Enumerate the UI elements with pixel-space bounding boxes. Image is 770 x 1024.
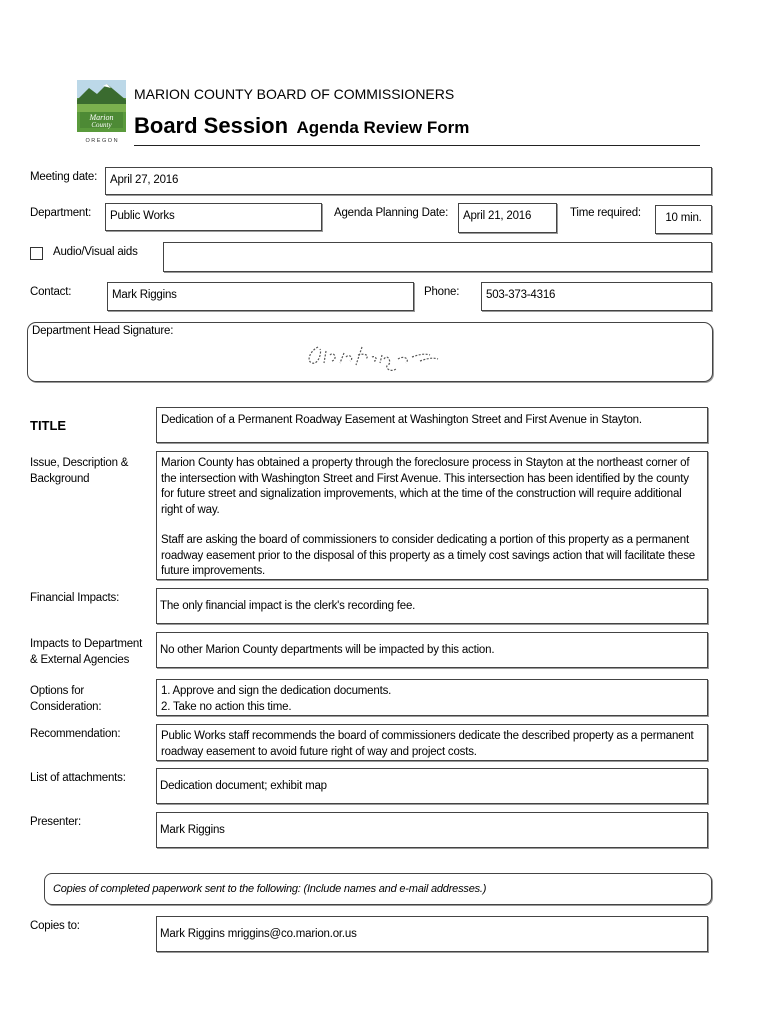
av-label: Audio/Visual aids — [53, 246, 138, 258]
agenda-planning-date-field[interactable]: April 21, 2016 — [458, 203, 557, 233]
impacts-field[interactable]: No other Marion County departments will be impacted by this action. — [156, 632, 708, 668]
av-field[interactable] — [163, 242, 712, 272]
phone-label: Phone: — [424, 286, 460, 298]
department-field[interactable]: Public Works — [105, 203, 322, 231]
logo-text-oregon: O R E G O N — [85, 138, 118, 144]
impacts-label-line-1: Impacts to Department — [30, 638, 143, 650]
option-2: 2. Take no action this time. — [161, 700, 292, 713]
impacts-label — [30, 636, 142, 668]
attachments-label: List of attachments: — [30, 772, 126, 784]
form-title — [134, 113, 469, 139]
options-label — [30, 683, 101, 715]
options-field[interactable] — [156, 679, 708, 716]
issue-label-line-2: Background — [30, 473, 90, 485]
option-1: 1. Approve and sign the dedication documents. — [161, 685, 392, 697]
issue-label — [30, 455, 128, 487]
copies-to-field[interactable]: Mark Riggins mriggins@co.marion.or.us — [156, 916, 708, 952]
contact-label: Contact: — [30, 286, 72, 298]
signature-image — [300, 337, 460, 377]
attachments-field[interactable]: Dedication document; exhibit map — [156, 768, 708, 804]
recommendation-field[interactable]: Public Works staff recommends the board of commissioners dedicate the described property as a permanent roadway easement to avoid future right of way and project costs. — [156, 724, 708, 761]
presenter-label: Presenter: — [30, 816, 82, 828]
presenter-field[interactable]: Mark Riggins — [156, 812, 708, 848]
options-label-line-2: Consideration: — [30, 701, 102, 713]
title-label: TITLE — [30, 418, 67, 433]
issue-field[interactable] — [156, 451, 708, 580]
marion-county-logo — [77, 80, 126, 144]
title-field[interactable]: Dedication of a Permanent Roadway Easement at Washington Street and First Avenue in Stayton. — [156, 407, 708, 443]
issue-paragraph-2: Staff are asking the board of commissioners to consider dedicating a portion of this property as a permanent roadway easement prior to the disposal of this property as a timely cost savings action that will facilitate these future improvements. — [161, 534, 695, 577]
contact-field[interactable]: Mark Riggins — [107, 282, 414, 311]
recommendation-label: Recommendation: — [30, 728, 121, 740]
time-required-field[interactable]: 10 min. — [655, 205, 712, 234]
org-name: MARION COUNTY BOARD OF COMMISSIONERS — [134, 86, 455, 102]
issue-label-line-1: Issue, Description & — [30, 457, 129, 469]
department-label: Department: — [30, 207, 92, 219]
financial-impacts-label: Financial Impacts: — [30, 592, 120, 604]
av-checkbox[interactable] — [30, 247, 43, 260]
phone-field[interactable]: 503-373-4316 — [481, 282, 712, 311]
financial-impacts-field[interactable]: The only financial impact is the clerk's recording fee. — [156, 588, 708, 624]
agenda-planning-date-label: Agenda Planning Date: — [334, 207, 449, 219]
copies-to-label: Copies to: — [30, 920, 80, 932]
logo-text-county: County — [91, 121, 112, 129]
form-title-bold: Board Session — [134, 113, 289, 138]
options-label-line-1: Options for — [30, 685, 85, 697]
issue-paragraph-1: Marion County has obtained a property through the foreclosure process in Stayton at the northeast corner of the intersection with Washington Street and First Avenue. This intersection has been identified by the county for future street and signalization improvements, which at the time of the construction will require additional right of way. — [161, 457, 690, 516]
copies-note-box: Copies of completed paperwork sent to the following: (Include names and e-mail addresses.) — [44, 873, 712, 905]
form-title-rest: Agenda Review Form — [296, 118, 470, 137]
signature-box[interactable] — [27, 322, 713, 382]
header-rule — [134, 145, 700, 146]
meeting-date-label: Meeting date: — [30, 171, 98, 183]
time-required-label: Time required: — [570, 207, 641, 219]
signature-label: Department Head Signature: — [32, 325, 174, 337]
logo-text-marion: Marion — [89, 113, 114, 122]
meeting-date-field[interactable]: April 27, 2016 — [105, 167, 712, 195]
impacts-label-line-2: & External Agencies — [30, 654, 130, 666]
